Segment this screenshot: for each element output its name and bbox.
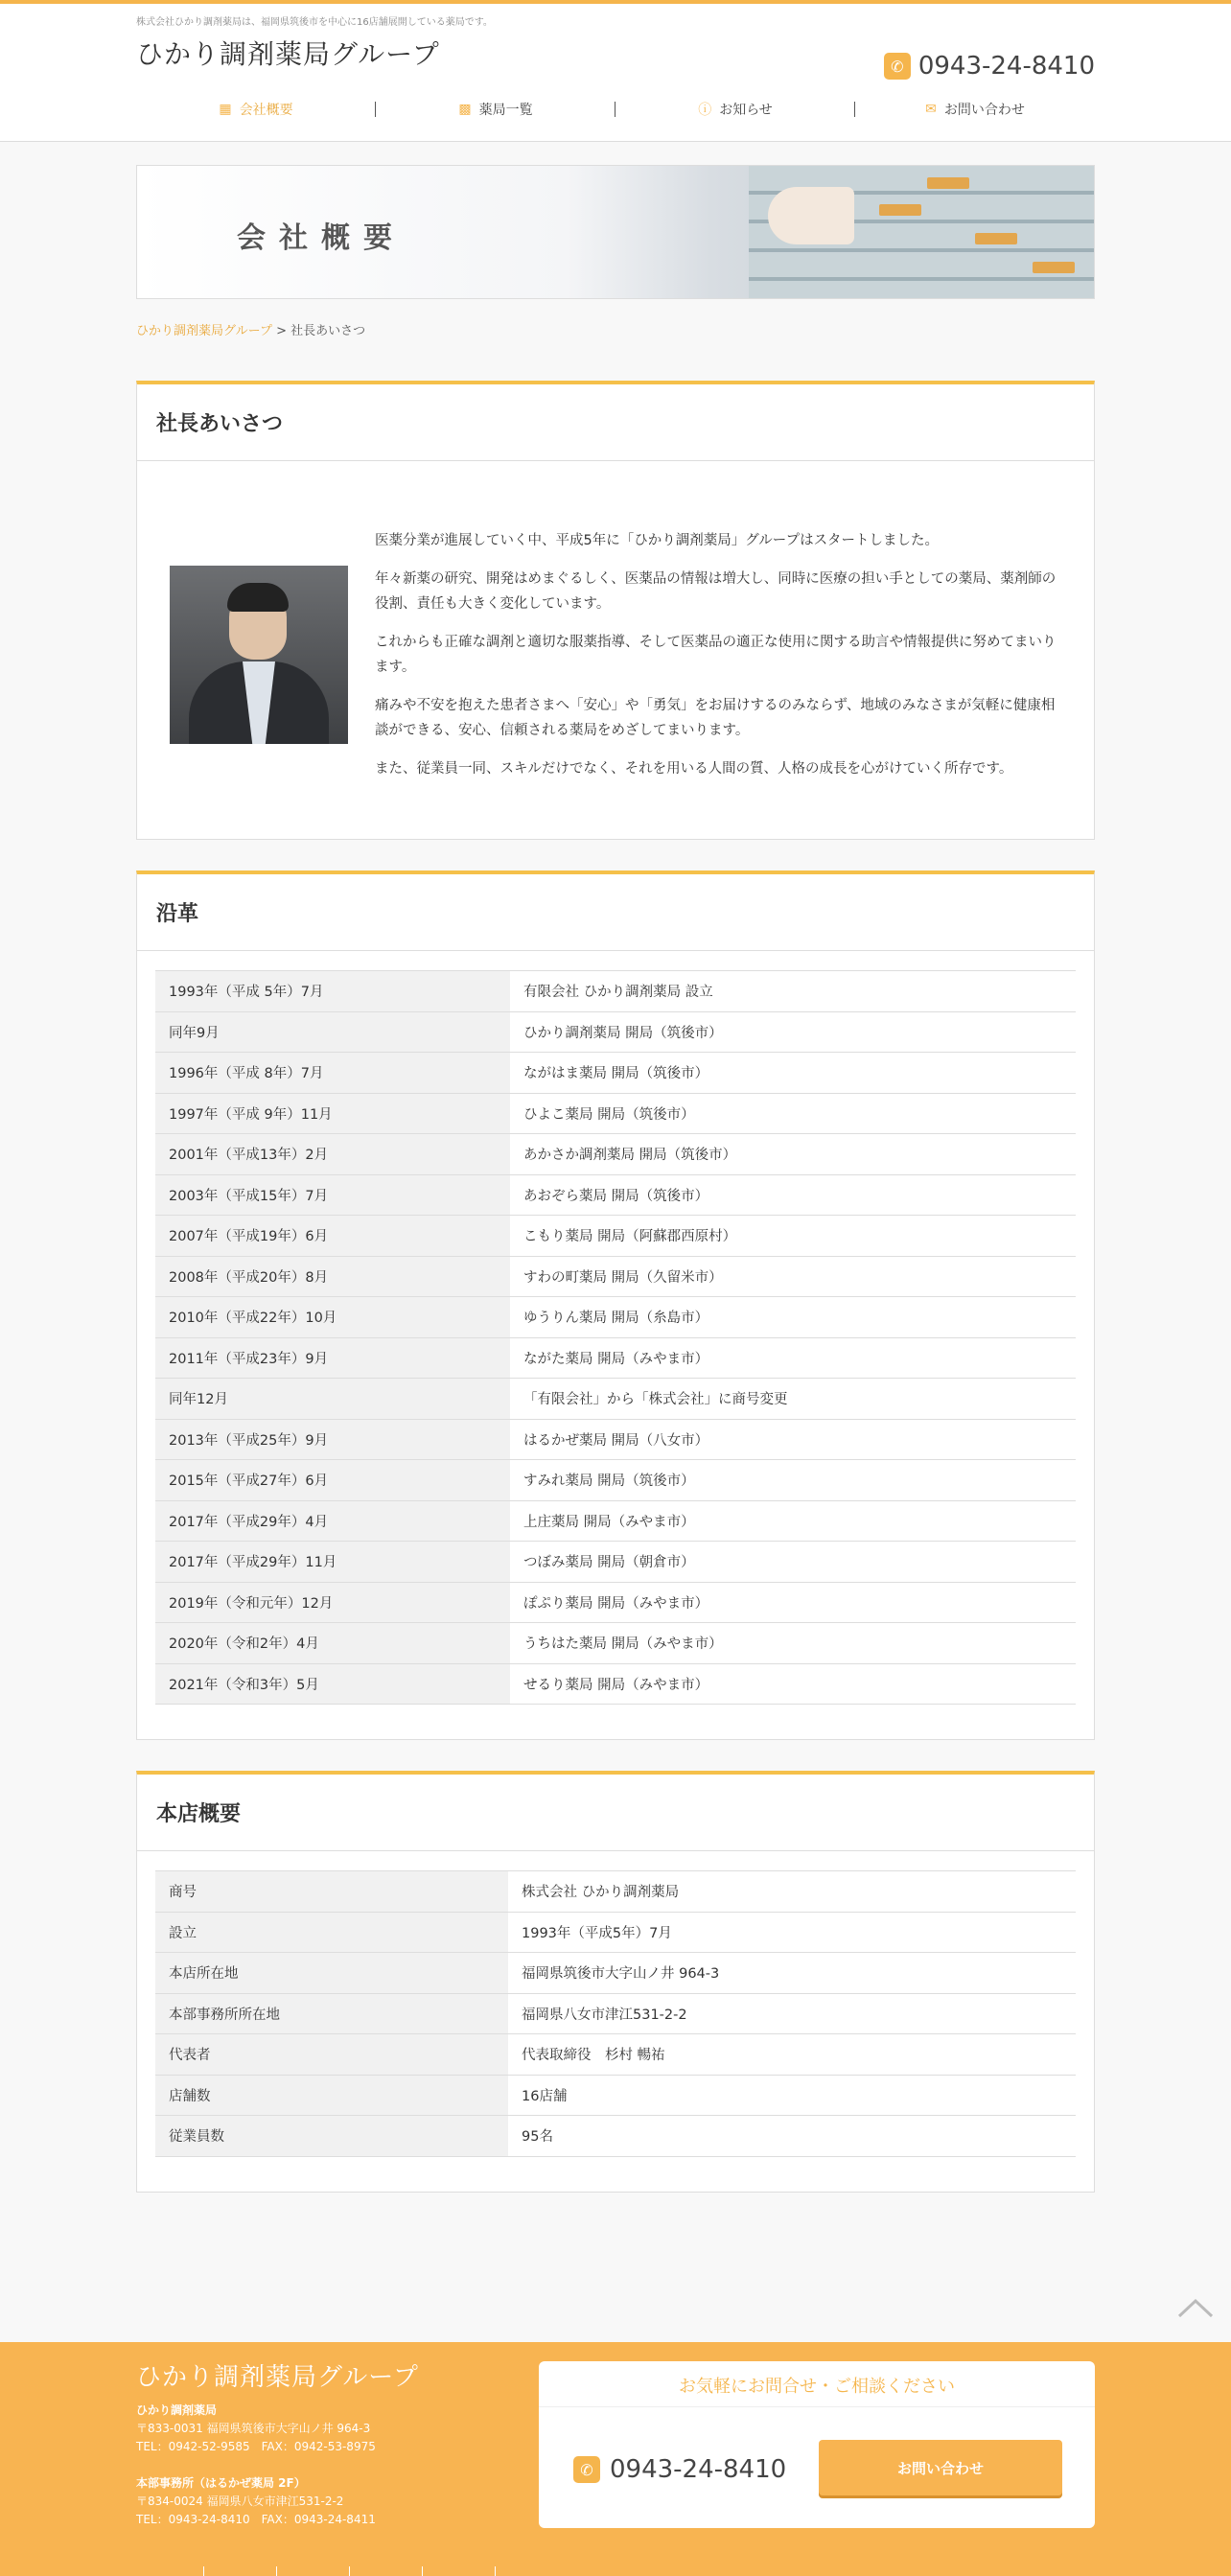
history-table [155,970,1076,1705]
banner-hand-image [768,187,854,244]
history-event: つぼみ薬局 開局（朝倉市） [510,1542,1076,1583]
history-event: こもり薬局 開局（阿蘇郡西原村） [510,1216,1076,1257]
footer-office2-name: 本部事務所（はるかぜ薬局 2F） [136,2476,306,2490]
footer-contact-title: お気軽にお問合せ・ご相談ください [539,2361,1095,2407]
history-date: 2001年（平成13年）2月 [155,1134,510,1175]
table-row [155,1871,1076,1913]
table-row [155,1623,1076,1664]
table-row [155,2075,1076,2116]
table-row [155,1582,1076,1623]
footer-office2-address: 〒834-0024 福岡県八女市津江531-2-2 [136,2495,344,2508]
nav-item-pharmacies[interactable] [376,98,616,121]
history-date: 2011年（平成23年）9月 [155,1337,510,1379]
table-row [155,1993,1076,2034]
history-event: あおぞら薬局 開局（筑後市） [510,1174,1076,1216]
company-value: 福岡県八女市津江531-2-2 [508,1993,1076,2034]
footer-office1-name: ひかり調剤薬局 [136,2403,218,2417]
history-date: 2003年（平成15年）7月 [155,1174,510,1216]
nav-label: お問い合わせ [943,103,1025,118]
global-nav [136,98,1095,121]
table-row [155,1379,1076,1420]
footer-phone-number: 0943-24-8410 [610,2455,787,2484]
company-label: 本店所在地 [155,1953,508,1994]
nav-label: 会社概要 [239,103,293,118]
footer-link[interactable] [276,2566,349,2576]
site-logo[interactable]: ひかり調剤薬局グループ [136,38,440,70]
site-header [0,4,1231,142]
breadcrumb-current: 社長あいさつ [290,324,366,338]
footer-contact-box [539,2361,1095,2528]
company-label: 従業員数 [155,2116,508,2157]
nav-label: 薬局一覧 [478,103,533,118]
history-event: 「有限会社」から「株式会社」に商号変更 [510,1379,1076,1420]
history-section [136,870,1095,1740]
greeting-paragraph: 医薬分業が進展していく中、平成5年に「ひかり調剤薬局」グループはスタートしました。 [375,533,940,548]
greeting-title: 社長あいさつ [137,384,1094,461]
company-value: 95名 [508,2116,1076,2157]
company-value: 1993年（平成5年）7月 [508,1912,1076,1953]
history-event: ひよこ薬局 開局（筑後市） [510,1093,1076,1134]
history-event: すわの町薬局 開局（久留米市） [510,1256,1076,1297]
header-phone-number: 0943-24-8410 [917,52,1095,81]
history-date: 1993年（平成 5年）7月 [155,971,510,1012]
phone-icon: ✆ [573,2456,600,2483]
greeting-text [375,528,1061,781]
footer-links [203,2566,568,2576]
breadcrumb-home[interactable]: ひかり調剤薬局グループ [136,324,272,338]
building-icon: ▩ [458,102,472,117]
history-event: 有限会社 ひかり調剤薬局 設立 [510,971,1076,1012]
page-banner [136,165,1095,299]
company-title: 本店概要 [137,1775,1094,1851]
site-footer [0,2342,1231,2576]
table-row [155,1912,1076,1953]
table-row [155,1134,1076,1175]
footer-office1-address: 〒833-0031 福岡県筑後市大字山ノ井 964-3 [136,2422,371,2435]
table-row [155,1011,1076,1053]
history-date: 2015年（平成27年）6月 [155,1460,510,1501]
table-row [155,1216,1076,1257]
history-date: 2020年（令和2年）4月 [155,1623,510,1664]
table-row [155,1256,1076,1297]
breadcrumb-separator: > [271,324,291,338]
footer-link[interactable] [203,2566,276,2576]
phone-icon: ✆ [884,53,911,80]
history-event: あかさか調剤薬局 開局（筑後市） [510,1134,1076,1175]
table-row [155,2034,1076,2076]
nav-label: お知らせ [719,103,773,118]
history-date: 同年12月 [155,1379,510,1420]
history-event: ながはま薬局 開局（筑後市） [510,1053,1076,1094]
mail-icon: ✉ [925,102,937,117]
table-row [155,1419,1076,1460]
table-row [155,1053,1076,1094]
page-top-chevron-icon[interactable] [1177,2293,1214,2322]
history-date: 2007年（平成19年）6月 [155,1216,510,1257]
company-section [136,1771,1095,2193]
history-date: 1996年（平成 8年）7月 [155,1053,510,1094]
history-date: 2021年（令和3年）5月 [155,1663,510,1705]
history-event: ゆうりん薬局 開局（糸島市） [510,1297,1076,1338]
table-row [155,1542,1076,1583]
greeting-section [136,381,1095,840]
table-row [155,1297,1076,1338]
banner-title: 会社概要 [237,221,406,255]
history-date: 2019年（令和元年）12月 [155,1582,510,1623]
nav-item-news[interactable] [616,98,855,121]
history-event: すみれ薬局 開局（筑後市） [510,1460,1076,1501]
footer-logo[interactable]: ひかり調剤薬局グループ [136,2363,419,2392]
table-row [155,1460,1076,1501]
header-phone[interactable] [884,52,1095,81]
table-row [155,1093,1076,1134]
company-label: 本部事務所所在地 [155,1993,508,2034]
greeting-paragraph: また、従業員一同、スキルだけでなく、それを用いる人間の質、人格の成長を心がけていく所存です。 [375,761,1013,777]
table-row [155,971,1076,1012]
company-table [155,1870,1076,2157]
company-value: 16店舗 [508,2075,1076,2116]
company-label: 設立 [155,1912,508,1953]
history-event: せるり薬局 開局（みやま市） [510,1663,1076,1705]
info-icon: ⓘ [698,103,712,118]
footer-address [136,2402,376,2529]
site-tagline: 株式会社ひかり調剤薬局は、福岡県筑後市を中心に16店舗展開している薬局です。 [136,17,493,28]
history-event: ひかり調剤薬局 開局（筑後市） [510,1011,1076,1053]
table-row [155,1663,1076,1705]
company-value: 福岡県筑後市大字山ノ井 964-3 [508,1953,1076,1994]
document-icon: ▦ [219,102,232,117]
history-date: 2010年（平成22年）10月 [155,1297,510,1338]
company-value: 代表取締役 杉村 暢祐 [508,2034,1076,2076]
footer-link[interactable] [349,2566,422,2576]
nav-item-contact[interactable] [855,98,1095,121]
table-row [155,1337,1076,1379]
history-date: 2017年（平成29年）11月 [155,1542,510,1583]
history-date: 2013年（平成25年）9月 [155,1419,510,1460]
history-date: 2017年（平成29年）4月 [155,1500,510,1542]
contact-button[interactable]: お問い合わせ [819,2440,1062,2495]
history-event: 上庄薬局 開局（みやま市） [510,1500,1076,1542]
history-date: 同年9月 [155,1011,510,1053]
history-event: ながた薬局 開局（みやま市） [510,1337,1076,1379]
greeting-paragraph: 年々新薬の研究、開発はめまぐるしく、医薬品の情報は増大し、同時に医療の担い手としての薬局、薬剤師の役割、責任も大きく変化しています。 [375,571,1057,612]
footer-link[interactable] [422,2566,495,2576]
greeting-paragraph: これからも正確な調剤と適切な服薬指導、そして医薬品の適正な使用に関する助言や情報提供に努めてまいります。 [375,635,1057,675]
company-label: 商号 [155,1871,508,1913]
history-date: 1997年（平成 9年）11月 [155,1093,510,1134]
footer-phone[interactable] [573,2455,786,2484]
company-value: 株式会社 ひかり調剤薬局 [508,1871,1076,1913]
breadcrumb [136,320,1095,338]
footer-office2-tel: TEL：0943-24-8410 FAX：0943-24-8411 [136,2513,376,2526]
greeting-paragraph: 痛みや不安を抱えた患者さまへ「安心」や「勇気」をお届けするのみならず、地域のみなさまが気軽に健康相談ができる、安心、信頼される薬局をめざしてまいります。 [375,698,1056,738]
table-row [155,2116,1076,2157]
table-row [155,1174,1076,1216]
history-title: 沿革 [137,874,1094,951]
nav-item-company[interactable] [136,98,376,121]
footer-office1-tel: TEL：0942-52-9585 FAX：0942-53-8975 [136,2440,376,2453]
history-event: はるかぜ薬局 開局（八女市） [510,1419,1076,1460]
table-row [155,1500,1076,1542]
company-label: 代表者 [155,2034,508,2076]
main-content [136,165,1095,2193]
table-row [155,1953,1076,1994]
footer-link[interactable] [495,2566,568,2576]
history-event: ぽぷり薬局 開局（みやま市） [510,1582,1076,1623]
president-photo [170,566,348,744]
company-label: 店舗数 [155,2075,508,2116]
history-event: うちはた薬局 開局（みやま市） [510,1623,1076,1664]
history-date: 2008年（平成20年）8月 [155,1256,510,1297]
